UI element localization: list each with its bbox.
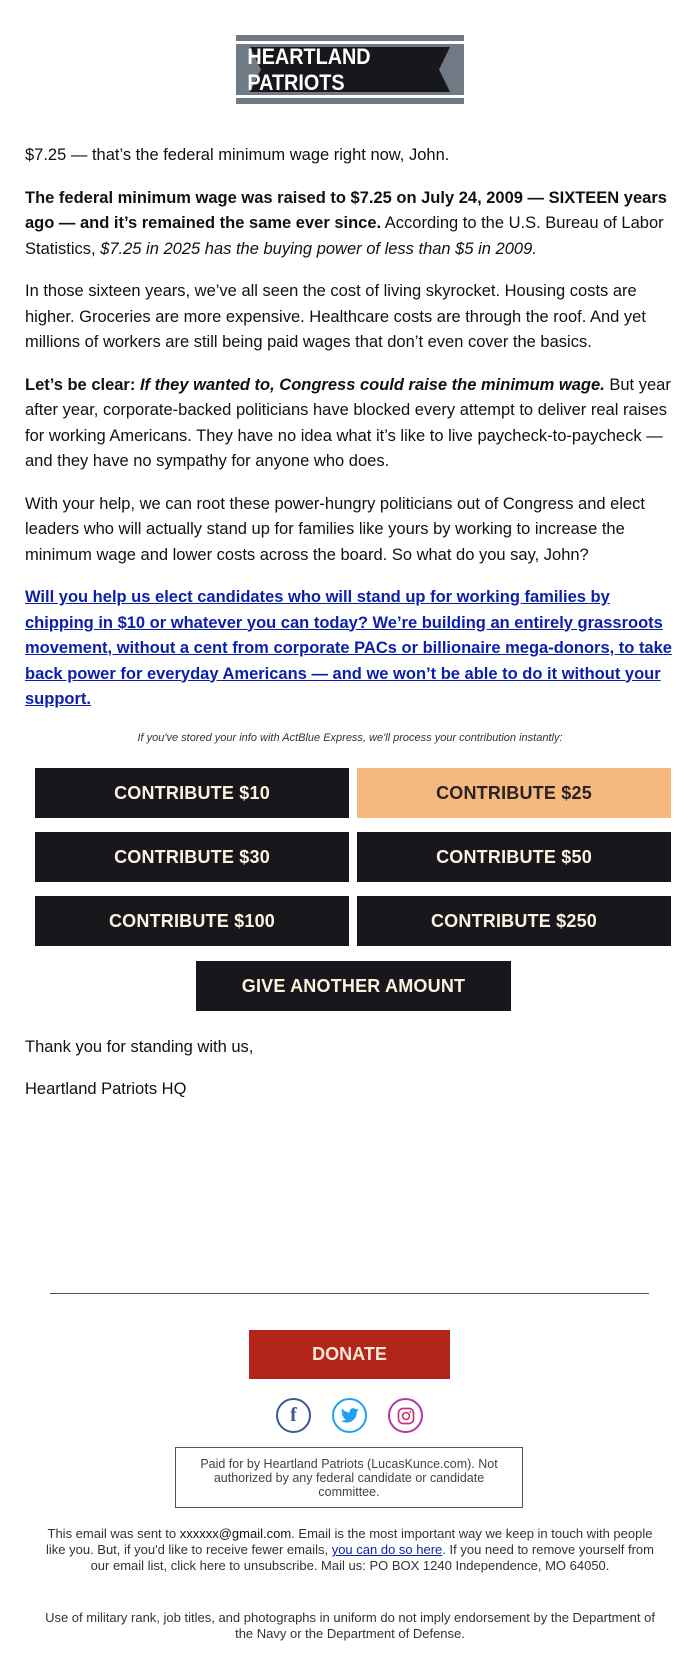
paid-for-disclaimer: Paid for by Heartland Patriots (LucasKunce.com). Not authorized by any federal candidate or candidate committee. [175, 1447, 523, 1508]
signoff-thanks: Thank you for standing with us, [25, 1038, 254, 1056]
heartland-patriots-logo [236, 35, 464, 104]
actblue-express-note: If you've stored your info with ActBlue Express, we'll process your contribution instantly: [137, 732, 563, 744]
cta-donate-link[interactable]: Will you help us elect candidates who will stand up for working families by chipping in $10 or whatever you can today? We’re building an entirely grassroots movement, without a cent from corporate PACs or billionaire mega-donors, to take back power for everyday Americans — and we won’t be able to do it without your support. [25, 588, 672, 708]
footer-email-notice: This email was sent to xxxxxx@gmail.com. Email is the most important way we keep in touch with people like you. But, if you'd like to receive fewer emails, you can do so here. If you need to remove yourself from our email list, click here to unsubscribe. Mail us: PO BOX 1240 Independence, MO 64050. [45, 1526, 654, 1573]
footer-divider [50, 1293, 649, 1294]
contribute-25-button[interactable]: CONTRIBUTE $25 [357, 768, 671, 818]
cta-paragraph [25, 585, 680, 713]
signoff-signature: Heartland Patriots HQ [25, 1080, 187, 1098]
paragraph-4: Let’s be clear: If they wanted to, Congress could raise the minimum wage. But year after year, corporate-backed politicians have blocked every attempt to deliver real raises for working Americans. They have no idea what it’s like to live paycheck-to-paycheck — and they have no sympathy for anyone who does. [25, 375, 671, 470]
give-another-amount-button[interactable]: GIVE ANOTHER AMOUNT [196, 961, 511, 1011]
contribute-50-button[interactable]: CONTRIBUTE $50 [357, 832, 671, 882]
contribute-100-button[interactable]: CONTRIBUTE $100 [35, 896, 349, 946]
contribute-250-button[interactable]: CONTRIBUTE $250 [357, 896, 671, 946]
twitter-icon[interactable] [332, 1398, 367, 1433]
paragraph-1: $7.25 — that’s the federal minimum wage right now, John. [25, 146, 450, 164]
paragraph-2: The federal minimum wage was raised to $7.25 on July 24, 2009 — SIXTEEN years ago — and it’s remained the same ever since. According to the U.S. Bureau of Labor Statistics, $7.25 in 2025 has the buying power of less than $5 in 2009. [25, 188, 667, 258]
paragraph-3: In those sixteen years, we’ve all seen the cost of living skyrocket. Housing costs are higher. Groceries are more expensive. Healthcare costs are through the roof. And yet millions of workers are still being paid wages that don’t even cover the basics. [25, 282, 646, 351]
recipient-email: xxxxxx@gmail.com [179, 1526, 292, 1541]
fewer-emails-link[interactable]: you can do so here [331, 1542, 443, 1557]
instagram-icon[interactable] [388, 1398, 423, 1433]
paragraph-5: With your help, we can root these power-hungry politicians out of Congress and elect leaders who will actually stand up for families like yours by working to increase the minimum wage and lower costs across the board. So what do you say, John? [25, 494, 645, 564]
contribute-30-button[interactable]: CONTRIBUTE $30 [35, 832, 349, 882]
contribute-10-button[interactable]: CONTRIBUTE $10 [35, 768, 349, 818]
footer-military-disclaimer: Use of military rank, job titles, and photographs in uniform do not imply endorsement by the Department of the Navy or the Department of Defense. [45, 1610, 655, 1641]
logo-text: HEARTLAND PATRIOTS [247, 43, 371, 95]
facebook-icon[interactable]: f [276, 1398, 311, 1433]
email-body [25, 143, 680, 730]
donate-button[interactable]: DONATE [249, 1330, 450, 1379]
